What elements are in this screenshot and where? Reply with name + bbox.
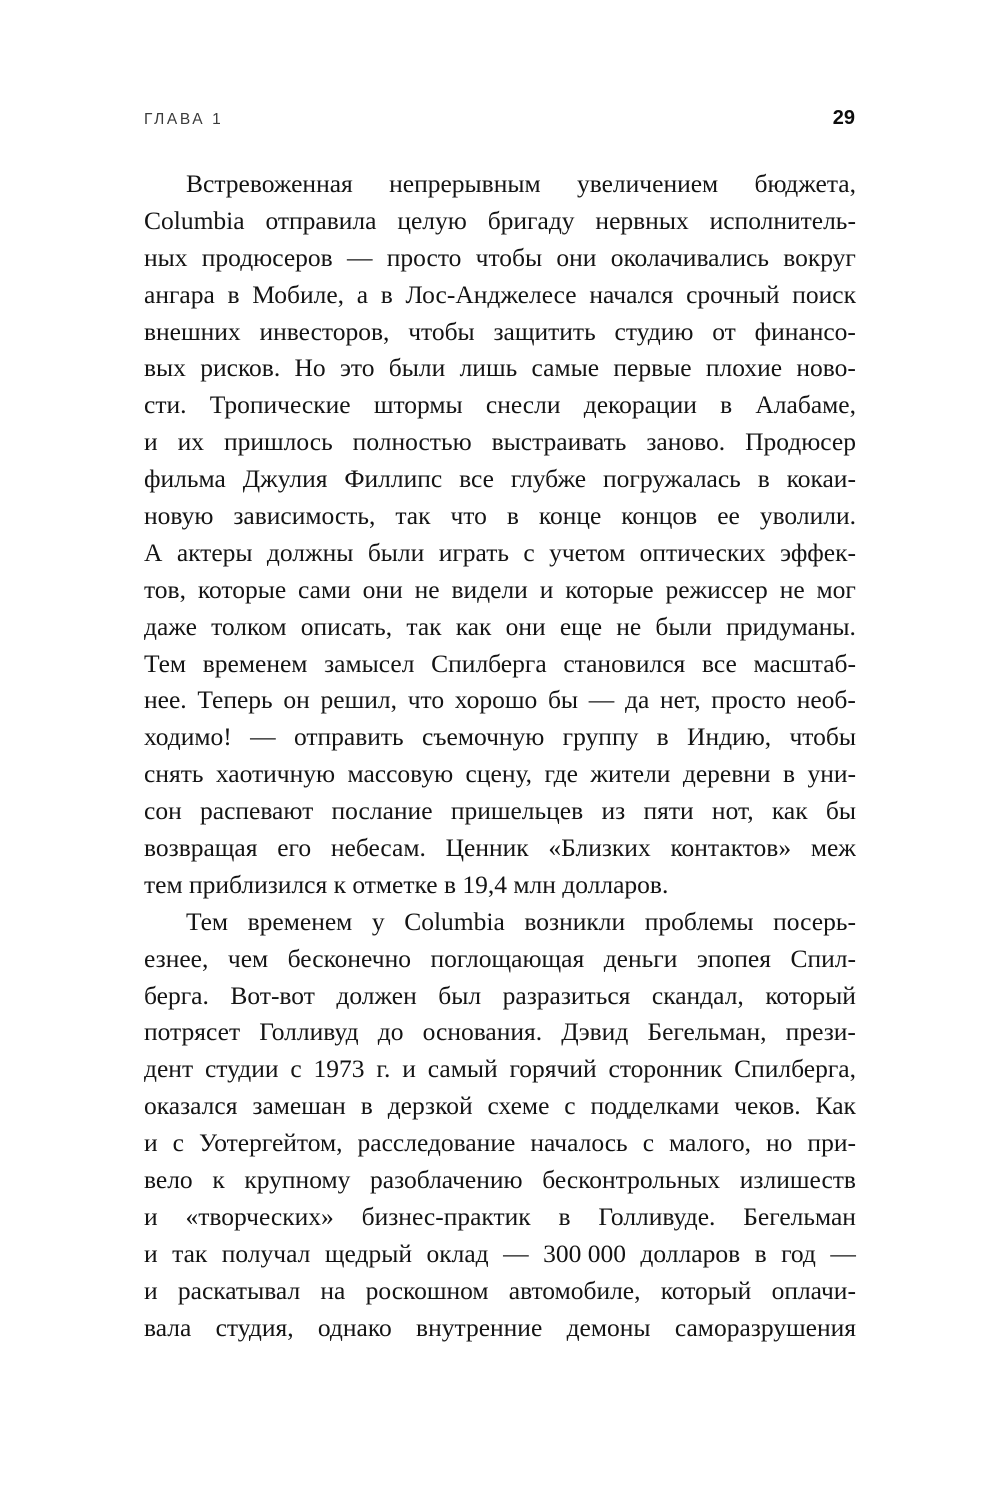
word: в [380, 279, 393, 309]
word: заново. [646, 427, 726, 457]
word: их [177, 427, 205, 457]
word: самые [531, 353, 600, 383]
word: погружалась [602, 464, 741, 494]
text-line [144, 1199, 856, 1236]
text-line [144, 387, 856, 424]
word: и [402, 1054, 416, 1084]
word: Спил- [790, 943, 856, 973]
word: Спилберга, [734, 1054, 856, 1084]
word: необ- [796, 685, 856, 715]
word: Но [294, 353, 326, 383]
word: временем [247, 906, 353, 936]
word: с [642, 1128, 655, 1158]
paragraph-1 [144, 166, 856, 904]
word: сцену, [465, 759, 533, 789]
word: сторонник [608, 1054, 723, 1084]
word: непрерывным [389, 169, 541, 198]
word: глубже [510, 464, 587, 494]
word: Лос-Анджелесе [405, 279, 577, 309]
word: видели [451, 574, 528, 604]
word: в [754, 1238, 767, 1268]
text-line [144, 609, 856, 646]
word: «творческих» [185, 1201, 334, 1231]
word: снять [144, 759, 204, 789]
word: поиск [792, 279, 856, 309]
word: дерзкой [387, 1091, 473, 1121]
word: они [556, 242, 597, 272]
word: Алабаме, [755, 390, 856, 420]
text-line [144, 1014, 856, 1051]
word: небесам. [330, 833, 426, 863]
word: конце [538, 501, 602, 531]
word: у [371, 906, 385, 936]
chapter-label: ГЛАВА 1 [144, 111, 224, 128]
word: к [212, 1165, 225, 1195]
word: меж [810, 833, 856, 863]
word: крупному [244, 1165, 351, 1195]
word: чтобы [789, 722, 856, 752]
word: зависимость, [233, 501, 376, 531]
word: он [283, 685, 310, 715]
word: год [781, 1238, 816, 1268]
word: описать, [300, 611, 393, 641]
word: целую [397, 205, 467, 235]
word: горячий [509, 1054, 597, 1084]
text-line [144, 461, 856, 498]
word: актеры [176, 537, 253, 567]
word: в [782, 759, 796, 789]
word: увеличением [576, 169, 719, 198]
word: Филлипс [344, 464, 443, 494]
word: хаотичную [215, 759, 336, 789]
word: сами [298, 574, 351, 604]
text-line [144, 830, 856, 867]
word: это [339, 353, 375, 383]
word: и [144, 1275, 158, 1305]
word: Тем [186, 906, 229, 936]
word: с [172, 1128, 184, 1158]
word: вых [144, 353, 186, 383]
word: становился [563, 648, 686, 678]
text-line [144, 719, 856, 756]
paragraph-2 [144, 904, 856, 1347]
word: который [765, 980, 856, 1010]
word: который [660, 1275, 752, 1305]
word: Вот-вот [230, 980, 315, 1010]
word: и [144, 1238, 158, 1268]
word: учетом [549, 537, 626, 567]
text-line [144, 793, 856, 830]
word: жители [590, 759, 671, 789]
word: оклад [426, 1238, 489, 1268]
word: студия, [215, 1312, 294, 1342]
word: толком [211, 611, 287, 641]
word: Голливуд [259, 1017, 359, 1047]
word: получал [221, 1238, 311, 1268]
word: уволили. [759, 501, 856, 531]
word: в [227, 279, 240, 309]
word: плохие [705, 353, 783, 383]
word: студию [614, 316, 694, 346]
word: до [377, 1017, 404, 1047]
word: в [720, 390, 733, 420]
word: в [360, 1091, 373, 1121]
word: оптических [639, 537, 766, 567]
word: нее. [144, 685, 187, 715]
text-line [144, 904, 856, 941]
word: бесконечно [287, 943, 411, 973]
word: эффек- [780, 537, 856, 567]
word: проблемы [644, 906, 754, 936]
word: должны [266, 537, 354, 567]
text-line [144, 535, 856, 572]
word: срочный [686, 279, 780, 309]
text-line [144, 682, 856, 719]
word: не [414, 574, 440, 604]
word: нот, [711, 796, 754, 826]
word: с [523, 537, 535, 567]
word: были [655, 611, 712, 641]
word: началось [530, 1128, 628, 1158]
word: ее [717, 501, 740, 531]
page-number: 29 [832, 107, 855, 129]
word: с [290, 1054, 302, 1084]
word: возвращая [144, 833, 258, 863]
word: исполнитель- [709, 205, 856, 235]
word: при- [807, 1128, 856, 1158]
word: бригаду [487, 205, 575, 235]
text-line [144, 572, 856, 609]
word: режиссер [665, 574, 768, 604]
word: 300 000 [543, 1238, 626, 1268]
word: сти. [144, 390, 187, 420]
word: так [395, 501, 431, 531]
word: рисков. [200, 353, 281, 383]
word: разразиться [502, 980, 631, 1010]
word: г. [376, 1054, 391, 1084]
word: бы [825, 796, 856, 826]
word: щедрый [324, 1238, 412, 1268]
word: они [505, 611, 546, 641]
word: разоблачению [370, 1165, 523, 1195]
word: как [455, 611, 492, 641]
word: его [277, 833, 312, 863]
word: Дэвид [561, 1017, 629, 1047]
word: внутренние [416, 1312, 543, 1342]
text-line [144, 756, 856, 793]
word: студии [204, 1054, 279, 1084]
word: пришельцев [450, 796, 584, 826]
word: Columbia [404, 906, 505, 936]
word: деревни [682, 759, 771, 789]
word: Встревоженная [186, 169, 353, 198]
word: решил, [320, 685, 397, 715]
word: даже [144, 611, 197, 641]
word: бизнес-практик [361, 1201, 531, 1231]
word: — [250, 722, 276, 752]
word: мог [816, 574, 856, 604]
word: бы [547, 685, 579, 715]
word: пяти [643, 796, 694, 826]
word: кокаи- [786, 464, 856, 494]
word: саморазрушения [674, 1312, 856, 1342]
word: от [712, 316, 736, 346]
word: штормы [373, 390, 463, 420]
running-head [144, 108, 855, 134]
word: возникли [524, 906, 626, 936]
word: Бегельман [743, 1201, 856, 1231]
word: езнее, [144, 943, 209, 973]
word: все [701, 648, 737, 678]
word: не [616, 611, 642, 641]
word: а [356, 279, 369, 309]
word: Ценник [445, 833, 529, 863]
word: оплачи- [771, 1275, 856, 1305]
word: которые [565, 574, 654, 604]
word: автомобиле, [508, 1275, 641, 1305]
word: просто [386, 242, 462, 272]
word: просто [711, 685, 786, 715]
word: должен [336, 980, 417, 1010]
word: и [144, 1128, 158, 1158]
word: — [503, 1238, 529, 1268]
word: все [459, 464, 494, 494]
word: начался [589, 279, 674, 309]
word: долларов [640, 1238, 741, 1268]
word: ново- [796, 353, 856, 383]
word: выстраивать [491, 427, 627, 457]
word: как [771, 796, 808, 826]
word: чеков. [734, 1091, 801, 1121]
word: Джулия [242, 464, 328, 494]
word: и [144, 1201, 158, 1231]
text-line [144, 978, 856, 1015]
word: Голливуде. [598, 1201, 716, 1231]
word: пришлось [223, 427, 333, 457]
word: так [172, 1238, 208, 1268]
word: что [450, 501, 487, 531]
word: с [564, 1091, 576, 1121]
word: что [407, 685, 445, 715]
word: продюсеров [201, 242, 333, 272]
word: основания. [422, 1017, 543, 1047]
word: вокруг [783, 242, 856, 272]
word: отправила [265, 205, 377, 235]
word: расследование [357, 1128, 516, 1158]
word: чем [227, 943, 269, 973]
word: играть [438, 537, 509, 567]
word: — [346, 242, 373, 272]
word: скандал, [651, 980, 744, 1010]
text-line [144, 1162, 856, 1199]
word: Теперь [197, 685, 273, 715]
word: ходимо! [144, 722, 232, 752]
text-line [144, 1236, 856, 1273]
word: так [406, 611, 442, 641]
word: Columbia [144, 205, 245, 235]
word: излишеств [739, 1165, 856, 1195]
word: снесли [485, 390, 561, 420]
word: контактов» [670, 833, 792, 863]
word: внешних [144, 316, 241, 346]
word: защитить [493, 316, 596, 346]
word: эпопея [696, 943, 771, 973]
word: полностью [352, 427, 472, 457]
text-line [144, 314, 856, 351]
word: подделками [590, 1091, 720, 1121]
text-line [144, 1051, 856, 1088]
text-line [144, 240, 856, 277]
text-line [144, 277, 856, 314]
text-line: тем приблизился к отметке в 19,4 млн долларов. [144, 869, 669, 899]
word: берга. [144, 980, 209, 1010]
word: вала [144, 1312, 192, 1342]
word: вело [144, 1165, 193, 1195]
text-line [144, 1273, 856, 1310]
text-line [144, 166, 856, 203]
word: — [588, 685, 615, 715]
word: «Близких [548, 833, 651, 863]
word: прези- [785, 1017, 856, 1047]
word: околачивались [610, 242, 770, 272]
word: чтобы [475, 242, 543, 272]
word: дент [144, 1054, 194, 1084]
word: из [601, 796, 626, 826]
word: в [558, 1201, 571, 1231]
word: лишь [459, 353, 518, 383]
word: финансо- [754, 316, 856, 346]
word: фильма [144, 464, 226, 494]
word: однако [317, 1312, 392, 1342]
text-line [144, 1125, 856, 1162]
word: сон [144, 796, 182, 826]
word: 1973 [313, 1054, 365, 1084]
word: — [830, 1238, 856, 1268]
word: в [506, 501, 519, 531]
word: придуманы. [726, 611, 856, 641]
word: Уотергейтом, [199, 1128, 343, 1158]
word: замысел [324, 648, 415, 678]
word: потрясет [144, 1017, 241, 1047]
text-line [144, 1088, 856, 1125]
word: бесконтрольных [542, 1165, 721, 1195]
word: схеме [487, 1091, 550, 1121]
word: временем [202, 648, 308, 678]
word: Тропические [209, 390, 351, 420]
word: тов, [144, 574, 186, 604]
word: массовую [347, 759, 454, 789]
word: отправить [293, 722, 404, 752]
word: декорации [583, 390, 697, 420]
word: группу [562, 722, 639, 752]
word: масштаб- [753, 648, 856, 678]
word: инвесторов, [259, 316, 390, 346]
word: нервных [595, 205, 689, 235]
word: концов [621, 501, 698, 531]
word: Как [815, 1091, 856, 1121]
word: ангара [144, 279, 215, 309]
text-line [144, 350, 856, 387]
word: на [320, 1275, 346, 1305]
word: ных [144, 242, 188, 272]
word: новую [144, 501, 214, 531]
word: но [766, 1128, 793, 1158]
word: в [757, 464, 770, 494]
word: уни- [807, 759, 856, 789]
word: Бегельман, [647, 1017, 767, 1047]
word: бюджета, [754, 169, 856, 198]
word: оказался [144, 1091, 238, 1121]
word: Индию, [687, 722, 772, 752]
word: первые [613, 353, 692, 383]
text-line [144, 203, 856, 240]
word: демоны [566, 1312, 651, 1342]
word: которые [197, 574, 287, 604]
word: и [144, 427, 158, 457]
text-line [144, 424, 856, 461]
word: Тем [144, 648, 187, 678]
word: Продюсер [745, 427, 856, 457]
word: распевают [200, 796, 314, 826]
word: не [779, 574, 805, 604]
word: да [624, 685, 650, 715]
word: чтобы [408, 316, 475, 346]
word: А [144, 537, 163, 567]
word: послание [331, 796, 433, 826]
text-line [144, 498, 856, 535]
word: съемочную [422, 722, 545, 752]
word: нет, [660, 685, 701, 715]
word: еще [559, 611, 603, 641]
word: поглощающая [430, 943, 585, 973]
text-line [144, 941, 856, 978]
word: были [388, 353, 446, 383]
word: раскатывал [177, 1275, 301, 1305]
word: и [539, 574, 554, 604]
word: Спилберга [431, 648, 547, 678]
word: были [367, 537, 425, 567]
word: замешан [252, 1091, 346, 1121]
word: малого, [669, 1128, 751, 1158]
word: самый [427, 1054, 498, 1084]
text-line [144, 1310, 856, 1347]
word: был [438, 980, 482, 1010]
word: где [544, 759, 578, 789]
word: хорошо [454, 685, 538, 715]
word: они [362, 574, 403, 604]
word: Мобиле, [252, 279, 345, 309]
word: посерь- [773, 906, 856, 936]
word: роскошном [365, 1275, 489, 1305]
text-line [144, 646, 856, 683]
word: в [656, 722, 669, 752]
word: деньги [603, 943, 678, 973]
body-text-block [144, 166, 856, 1347]
